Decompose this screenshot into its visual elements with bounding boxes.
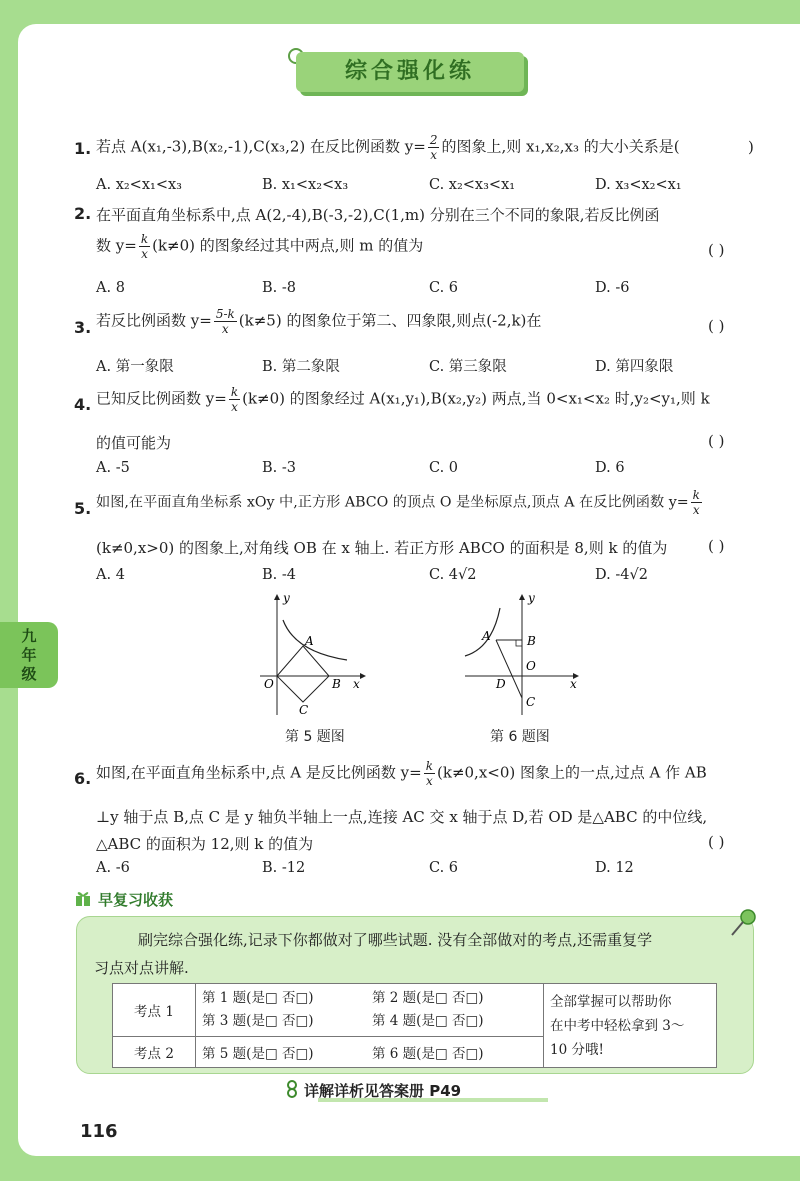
answer-reference-link[interactable]: 详解详析见答案册 P49 bbox=[304, 1082, 462, 1100]
q4-pre: 已知反比例函数 y= bbox=[96, 389, 227, 408]
option-b[interactable]: B. x₁<x₂<x₃ bbox=[262, 177, 349, 193]
fraction bbox=[424, 759, 435, 788]
label-y: y bbox=[528, 591, 535, 605]
fraction bbox=[139, 232, 150, 261]
answer-paren: ) bbox=[748, 138, 754, 156]
question-check[interactable]: 第 3 题(是□ 否□) bbox=[202, 1013, 314, 1029]
q3-pre: 若反比例函数 y= bbox=[96, 311, 212, 330]
q5-pre: 如图,在平面直角坐标系 xOy 中,正方形 ABCO 的顶点 O 是坐标原点,顶点 A 在反比例函数 y= bbox=[96, 494, 689, 511]
frac-num: k bbox=[230, 385, 239, 399]
frac-num: k bbox=[425, 759, 433, 773]
q6-post: (k≠0,x<0) 图象上的一点,过点 A 作 AB bbox=[437, 763, 707, 782]
question-6-line2: ⊥y 轴于点 B,点 C 是 y 轴负半轴上一点,连接 AC 交 x 轴于点 D,若 OD 是△ABC 的中位线, bbox=[96, 808, 708, 826]
answer-paren: ( ) bbox=[708, 537, 725, 555]
page-number: 116 bbox=[80, 1121, 118, 1142]
option-b[interactable]: B. -4 bbox=[262, 567, 296, 583]
question-number: 4. bbox=[74, 395, 92, 414]
option-c[interactable]: C. 6 bbox=[429, 280, 459, 296]
frac-num: 5-k bbox=[215, 307, 235, 321]
option-b[interactable]: B. -3 bbox=[262, 460, 296, 476]
frac-den: x bbox=[231, 400, 238, 414]
question-2-line2 bbox=[96, 232, 423, 261]
option-a[interactable]: A. 8 bbox=[96, 280, 125, 296]
grade-tab-char: 九 bbox=[21, 627, 37, 645]
answer-paren: ( ) bbox=[708, 317, 725, 335]
label-x: x bbox=[570, 677, 577, 691]
question-check[interactable]: 第 1 题(是□ 否□) bbox=[202, 990, 314, 1006]
topic-questions bbox=[196, 984, 544, 1037]
frac-den: x bbox=[425, 774, 433, 788]
option-c[interactable]: C. x₂<x₃<x₁ bbox=[429, 177, 516, 193]
label-x: x bbox=[353, 677, 360, 691]
frac-den: x bbox=[141, 247, 148, 261]
right-angle-mark bbox=[516, 640, 522, 646]
topic-label: 考点 1 bbox=[113, 984, 196, 1037]
question-check[interactable]: 第 5 题(是□ 否□) bbox=[202, 1046, 314, 1062]
figure-6 bbox=[460, 590, 585, 720]
square-abco bbox=[277, 646, 329, 702]
option-a[interactable]: A. 4 bbox=[96, 567, 125, 583]
question-check[interactable]: 第 6 题(是□ 否□) bbox=[372, 1046, 484, 1062]
question-6-line1 bbox=[96, 759, 707, 788]
review-table bbox=[112, 983, 717, 1068]
label-a: A bbox=[482, 629, 491, 643]
option-d[interactable]: D. -6 bbox=[595, 280, 630, 296]
q4-post: (k≠0) 的图象经过 A(x₁,y₁),B(x₂,y₂) 两点,当 0<x₁<x₂ 时,y₂<y₁,则 k bbox=[242, 389, 710, 408]
figure-6-caption: 第 6 题图 bbox=[490, 729, 550, 745]
q1-post: 的图象上,则 x₁,x₂,x₃ 的大小关系是( bbox=[441, 137, 680, 156]
question-number: 6. bbox=[74, 769, 92, 788]
review-text-line1: 刷完综合强化练,记录下你都做对了哪些试题. 没有全部做对的考点,还需重复学 bbox=[138, 931, 653, 949]
question-5-line2: (k≠0,x>0) 的图象上,对角线 OB 在 x 轴上. 若正方形 ABCO 的面积是 8,则 k 的值为 bbox=[96, 539, 668, 557]
fraction bbox=[214, 307, 237, 336]
label-o: O bbox=[526, 659, 536, 673]
label-c: C bbox=[299, 703, 309, 717]
fraction bbox=[229, 385, 240, 414]
frac-den: x bbox=[692, 503, 700, 517]
question-number: 3. bbox=[74, 318, 92, 337]
fraction bbox=[428, 133, 440, 162]
option-d[interactable]: D. 12 bbox=[595, 860, 634, 876]
q1-pre: 若点 A(x₁,-3),B(x₂,-1),C(x₃,2) 在反比例函数 y= bbox=[96, 137, 426, 156]
option-d[interactable]: D. x₃<x₂<x₁ bbox=[595, 177, 682, 193]
q3-post: (k≠5) 的图象位于第二、四象限,则点(-2,k)在 bbox=[238, 311, 542, 330]
option-d[interactable]: D. 6 bbox=[595, 460, 625, 476]
question-number: 2. bbox=[74, 204, 92, 223]
question-4-line1 bbox=[96, 385, 710, 414]
figure-5 bbox=[255, 590, 375, 720]
answer-paren: ( ) bbox=[708, 432, 725, 450]
question-1-text bbox=[96, 133, 680, 162]
q6-pre: 如图,在平面直角坐标系中,点 A 是反比例函数 y= bbox=[96, 763, 422, 782]
label-b: B bbox=[332, 677, 341, 691]
review-text-line2: 习点对点讲解. bbox=[94, 959, 189, 977]
question-check[interactable]: 第 4 题(是□ 否□) bbox=[372, 1013, 484, 1029]
question-2-line1: 在平面直角坐标系中,点 A(2,-4),B(-3,-2),C(1,m) 分别在三个不同的象限,若反比例函 bbox=[96, 206, 660, 224]
question-4-line2: 的值可能为 bbox=[96, 434, 172, 452]
frac-num: k bbox=[692, 488, 700, 502]
option-c[interactable]: C. 6 bbox=[429, 860, 459, 876]
pushpin-icon bbox=[728, 905, 762, 939]
grade-tab-char: 年 bbox=[21, 646, 37, 664]
option-a[interactable]: A. 第一象限 bbox=[96, 359, 174, 375]
topic-label: 考点 2 bbox=[113, 1037, 196, 1068]
label-y: y bbox=[283, 591, 290, 605]
question-3-text bbox=[96, 307, 541, 336]
question-number: 5. bbox=[74, 499, 92, 518]
q2-pre: 数 y= bbox=[96, 236, 137, 255]
link-icon bbox=[284, 1080, 300, 1098]
frac-num: k bbox=[140, 232, 149, 246]
question-6-line3: △ABC 的面积为 12,则 k 的值为 bbox=[96, 835, 314, 853]
label-b: B bbox=[527, 634, 536, 648]
option-b[interactable]: B. 第二象限 bbox=[262, 359, 340, 375]
review-heading: 早复习收获 bbox=[98, 891, 174, 909]
option-c[interactable]: C. 0 bbox=[429, 460, 459, 476]
frac-den: x bbox=[221, 322, 229, 336]
note-line: 全部掌握可以帮助你 bbox=[550, 993, 672, 1010]
question-number: 1. bbox=[74, 139, 92, 158]
option-a[interactable]: A. -5 bbox=[96, 460, 130, 476]
option-d[interactable]: D. -4√2 bbox=[595, 567, 648, 583]
answer-paren: ( ) bbox=[708, 241, 725, 259]
option-c[interactable]: C. 第三象限 bbox=[429, 359, 507, 375]
topic-questions bbox=[196, 1037, 544, 1068]
frac-num: 2 bbox=[429, 133, 438, 147]
option-b[interactable]: B. -12 bbox=[262, 860, 306, 876]
question-check[interactable]: 第 2 题(是□ 否□) bbox=[372, 990, 484, 1006]
fraction bbox=[691, 488, 702, 517]
hyperbola-curve bbox=[283, 620, 347, 660]
table-row bbox=[113, 984, 717, 1037]
gift-icon bbox=[74, 890, 94, 908]
grade-tab bbox=[0, 622, 58, 688]
note-line: 10 分哦! bbox=[550, 1041, 604, 1058]
label-o: O bbox=[264, 677, 274, 691]
q2-post: (k≠0) 的图象经过其中两点,则 m 的值为 bbox=[152, 236, 424, 255]
review-note bbox=[544, 984, 717, 1068]
option-d[interactable]: D. 第四象限 bbox=[595, 359, 674, 375]
label-c: C bbox=[526, 695, 536, 709]
option-a[interactable]: A. -6 bbox=[96, 860, 130, 876]
option-c[interactable]: C. 4√2 bbox=[429, 567, 477, 583]
label-a: A bbox=[305, 634, 314, 648]
question-5-line1 bbox=[96, 488, 704, 517]
note-line: 在中考中轻松拿到 3～ bbox=[550, 1017, 685, 1034]
section-title: 综合强化练 bbox=[296, 52, 524, 92]
answer-paren: ( ) bbox=[708, 833, 725, 851]
label-d: D bbox=[496, 677, 506, 691]
option-b[interactable]: B. -8 bbox=[262, 280, 296, 296]
option-a[interactable]: A. x₂<x₁<x₃ bbox=[96, 177, 182, 193]
frac-den: x bbox=[430, 148, 438, 162]
figure-5-caption: 第 5 题图 bbox=[285, 729, 345, 745]
grade-tab-char: 级 bbox=[21, 665, 37, 683]
